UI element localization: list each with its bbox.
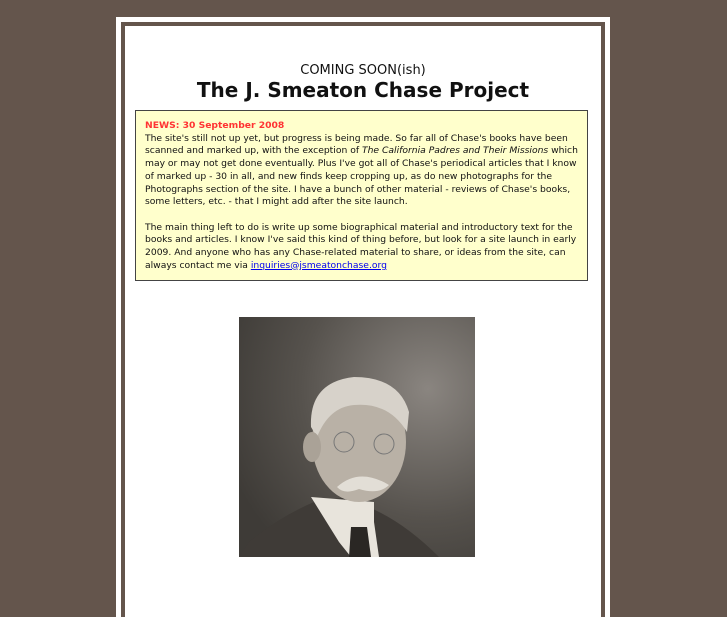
- news-text: The main thing left to do is write up some biographical material and introductory text for the books and articles. I know I've said this kind of thing before, but look for a site launch in early 2009. And anyone who has any Chase-related material to share, or ideas from the site, can always contact me via: [145, 221, 577, 271]
- book-title: The California Padres and Their Missions: [361, 145, 549, 157]
- news-paragraph-2: [145, 222, 578, 273]
- page-title: The J. Smeaton Chase Project: [196, 78, 530, 102]
- content-frame: [121, 22, 605, 617]
- news-heading: NEWS: 30 September 2008: [145, 120, 285, 131]
- page-container: [116, 17, 610, 617]
- news-paragraph-1: [145, 133, 578, 209]
- news-box: [135, 110, 588, 281]
- portrait-photo: [239, 317, 475, 557]
- news-text: The site's still not up yet, but progress is being made. So far all of Chase's books have been scanned and marked up, with the exception of: [145, 132, 568, 157]
- news-text: which may or may not get done eventually. Plus I've got all of Chase's periodical articles that I know of marked up - 30 in all, and new finds keep cropping up, as do new photographs for the Photographs section of the site. I have a bunch of other material - reviews of Chase's books, some letters, etc. - that I might add after the site launch.: [145, 145, 578, 208]
- coming-soon-label: COMING SOON(ish): [300, 63, 426, 78]
- email-link[interactable]: inquiries@jsmeatonchase.org: [250, 259, 387, 271]
